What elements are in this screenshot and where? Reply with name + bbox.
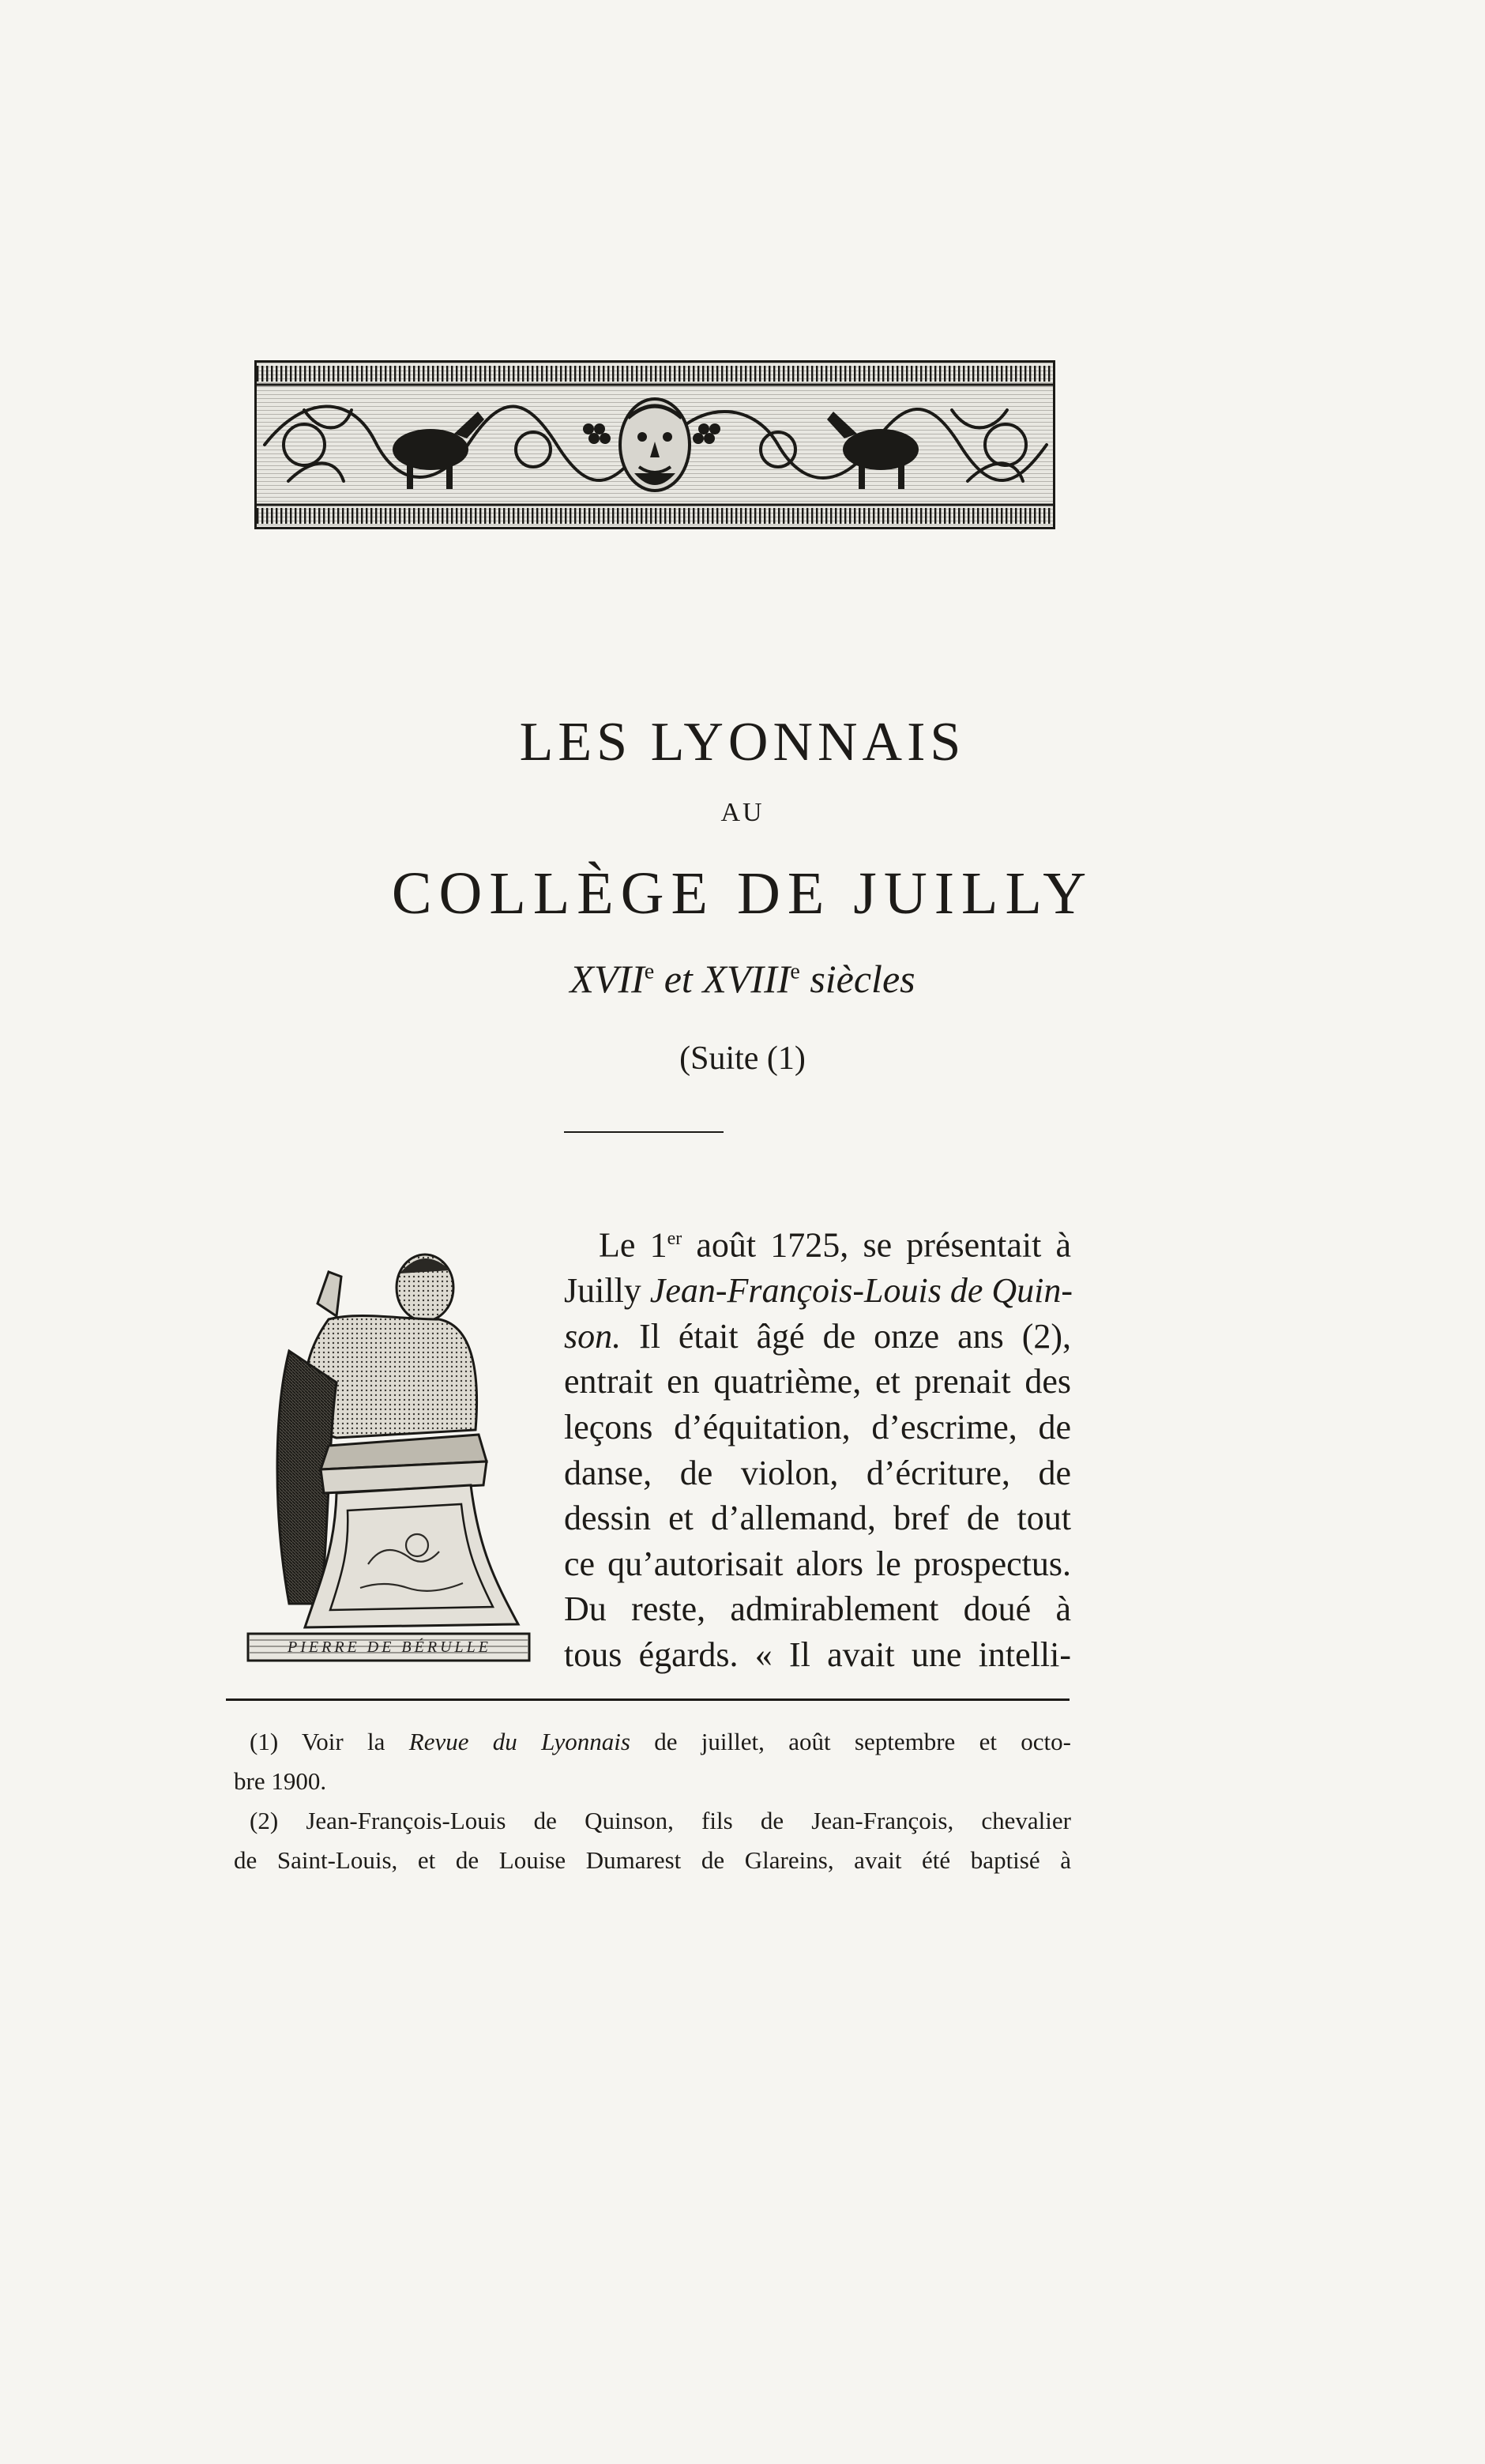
person-name-italic: son. (564, 1316, 622, 1356)
body-line (564, 1217, 1071, 1268)
body-text-segment: Le 1 (599, 1225, 667, 1265)
statue-engraving-icon (242, 1232, 536, 1668)
subtitle-sup-2: e (790, 959, 800, 984)
body-line: ce qu’autorisait alors le prospectus. (564, 1544, 1071, 1583)
article-subtitle (0, 956, 1485, 1002)
ordinal-superscript: er (667, 1228, 682, 1249)
subtitle-century-2: XVIII (702, 957, 791, 1001)
footnote-text: de juillet, août septembre et octo- (630, 1728, 1071, 1755)
body-line: tous égards. « Il avait une intelli- (564, 1635, 1071, 1674)
body-line: danse, de violon, d’écriture, de (564, 1453, 1071, 1492)
footnote-1 (234, 1722, 1071, 1762)
footnote-divider (226, 1698, 1070, 1701)
body-text-segment: Il était âgé de onze ans (2), (621, 1316, 1071, 1356)
body-line: dessin et d’allemand, bref de tout (564, 1499, 1071, 1538)
body-line: Du reste, admirablement doué à (564, 1589, 1071, 1629)
footnote-text: (1) Voir la (250, 1728, 409, 1755)
journal-title-italic: Revue du Lyonnais (408, 1728, 630, 1755)
footnote-1-continued: bre 1900. (234, 1767, 327, 1795)
article-title-college: COLLÈGE DE JUILLY (391, 860, 1094, 927)
article-title: LES LYONNAIS (519, 712, 966, 773)
body-line: leçons d’équitation, d’escrime, de (564, 1408, 1071, 1447)
footnote-2: (2) Jean-François-Louis de Quinson, fils de Jean-François, chevalier (250, 1807, 1071, 1834)
body-text-segment: août 1725, se présentait à (682, 1225, 1072, 1265)
article-title-connector: AU (720, 798, 765, 827)
body-line: entrait en quatrième, et prenait des (564, 1362, 1071, 1401)
vine-frieze-ornament-icon (254, 360, 1055, 529)
footnotes (234, 1722, 1071, 1880)
body-line (564, 1268, 1071, 1314)
footnote-2-continued: de Saint-Louis, et de Louise Dumarest de Glareins, avait été baptisé à (234, 1846, 1071, 1874)
subtitle-sup-1: e (644, 959, 655, 984)
article-body (564, 1217, 1071, 1678)
subtitle-siecles: siècles (799, 957, 915, 1001)
body-text-segment: Juilly (564, 1271, 650, 1311)
article-suite-note: (Suite (1) (679, 1040, 806, 1077)
body-line (564, 1314, 1071, 1360)
statue-caption: PIERRE DE BÉRULLE (288, 1638, 491, 1656)
title-divider (564, 1131, 724, 1133)
subtitle-conjunction: et (654, 957, 703, 1001)
person-name-italic: Jean-François-Louis de Quin- (649, 1271, 1073, 1311)
subtitle-century-1: XVII (570, 957, 645, 1001)
